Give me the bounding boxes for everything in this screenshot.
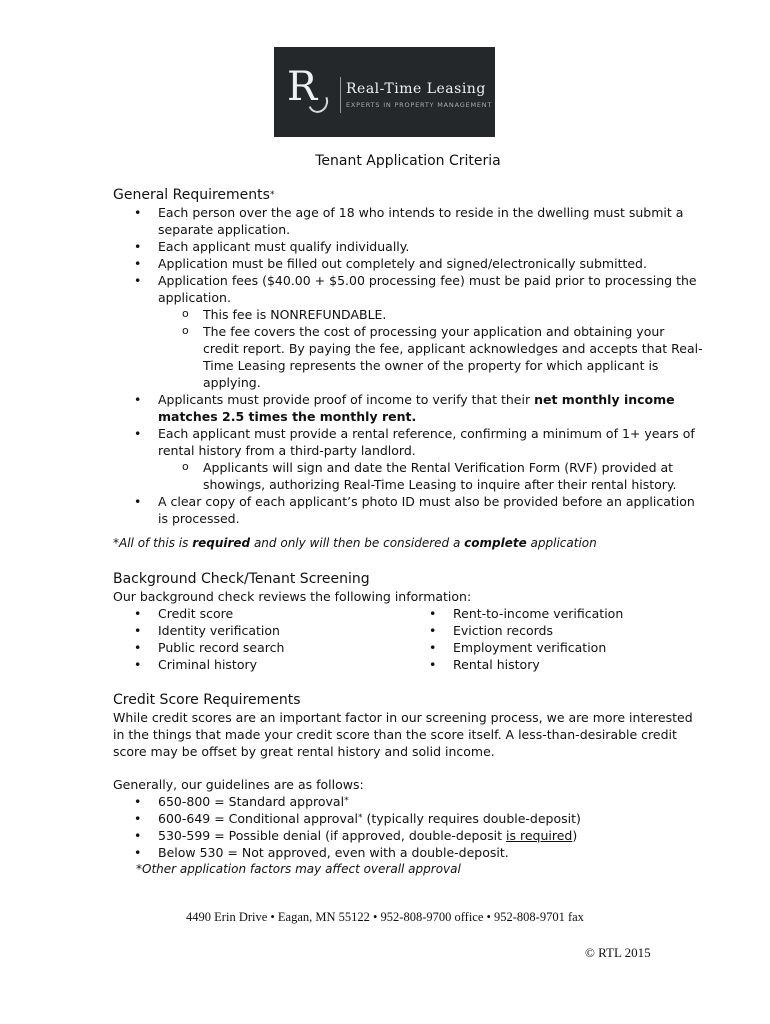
- list-item: • Application must be filled out completely and signed/electronically submitted.: [113, 255, 703, 272]
- list-item: • Each person over the age of 18 who intends to reside in the dwelling must submit a separate application.: [113, 204, 703, 238]
- page-title: Tenant Application Criteria: [315, 153, 501, 169]
- list-item: • Eviction records: [408, 622, 703, 639]
- credit-heading: Credit Score Requirements: [113, 692, 301, 708]
- background-columns: [113, 605, 703, 673]
- list-item: • Public record search: [113, 639, 408, 656]
- list-item: • Credit score: [113, 605, 408, 622]
- background-list-left: [113, 605, 408, 673]
- list-item: • A clear copy of each applicant’s photo ID must also be provided before an application is processed.: [113, 493, 703, 527]
- list-item: • Each applicant must qualify individually.: [113, 238, 703, 255]
- list-item: • Identity verification: [113, 622, 408, 639]
- list-item: • 530-599 = Possible denial (if approved, double-deposit is required): [113, 827, 703, 844]
- footer-address: 4490 Erin Drive • Eagan, MN 55122 • 952-808-9700 office • 952-808-9701 fax: [186, 910, 584, 924]
- requirement-note: *All of this is required and only will then be considered a complete application: [113, 536, 597, 550]
- list-item: • Criminal history: [113, 656, 408, 673]
- sub-list-item: o The fee covers the cost of processing your application and obtaining your credit report. By paying the fee, applicant acknowledges and accepts that Real-Time Leasing represents the owner of the property for which applicant is applying.: [113, 323, 703, 391]
- general-heading: General Requirements*: [113, 187, 275, 203]
- credit-paragraph: While credit scores are an important factor in our screening process, we are more interested in the things that made your credit score than the score itself. A less-than-desirable credit score may be offset by great rental history and solid income.: [113, 710, 693, 759]
- logo-name: Real-Time Leasing: [346, 81, 486, 97]
- logo-tagline: EXPERTS IN PROPERTY MANAGEMENT: [346, 101, 493, 109]
- background-intro: Our background check reviews the following information:: [113, 589, 472, 604]
- logo-initial: R: [287, 64, 318, 110]
- guidelines-intro: Generally, our guidelines are as follows:: [113, 777, 364, 792]
- fee-sublist: [158, 306, 703, 391]
- document-body: [113, 152, 703, 878]
- background-heading: Background Check/Tenant Screening: [113, 571, 370, 587]
- general-list: [113, 204, 703, 527]
- copyright: © RTL 2015: [585, 945, 651, 960]
- list-item: • Below 530 = Not approved, even with a double-deposit.: [113, 844, 703, 861]
- credit-guidelines-list: [113, 793, 703, 861]
- list-item: • 600-649 = Conditional approval* (typically requires double-deposit): [113, 810, 703, 827]
- list-item: • 650-800 = Standard approval*: [113, 793, 703, 810]
- rental-sublist: [158, 459, 703, 493]
- sub-list-item: o This fee is NONREFUNDABLE.: [113, 306, 703, 323]
- list-item: • Rent-to-income verification: [408, 605, 703, 622]
- list-item: • Each applicant must provide a rental reference, confirming a minimum of 1+ years of rental history from a third-party landlord. o Applicants will sign and date the Rental Verification Form (RVF) provided at showings, authorizing Real-Time Leasing to inquire after their rental history.: [113, 425, 703, 493]
- sub-list-item: o Applicants will sign and date the Rental Verification Form (RVF) provided at showings, authorizing Real-Time Leasing to inquire after their rental history.: [113, 459, 703, 493]
- list-item: • Rental history: [408, 656, 703, 673]
- list-item: • Employment verification: [408, 639, 703, 656]
- background-list-right: [408, 605, 703, 673]
- list-item: • Application fees ($40.00 + $5.00 processing fee) must be paid prior to processing the application. o This fee is NONREFUNDABLE. o The fee covers the cost of processing your application and obtaining your credit report. By paying the fee, applicant acknowledges and accepts that Real-Time Leasing represents the owner of the property for which applicant is applying.: [113, 272, 703, 391]
- credit-footnote: *Other application factors may affect overall approval: [136, 862, 461, 876]
- logo-divider: [340, 77, 341, 113]
- list-item: • Applicants must provide proof of income to verify that their net monthly income matches 2.5 times the monthly rent.: [113, 391, 703, 425]
- company-logo: [274, 47, 495, 137]
